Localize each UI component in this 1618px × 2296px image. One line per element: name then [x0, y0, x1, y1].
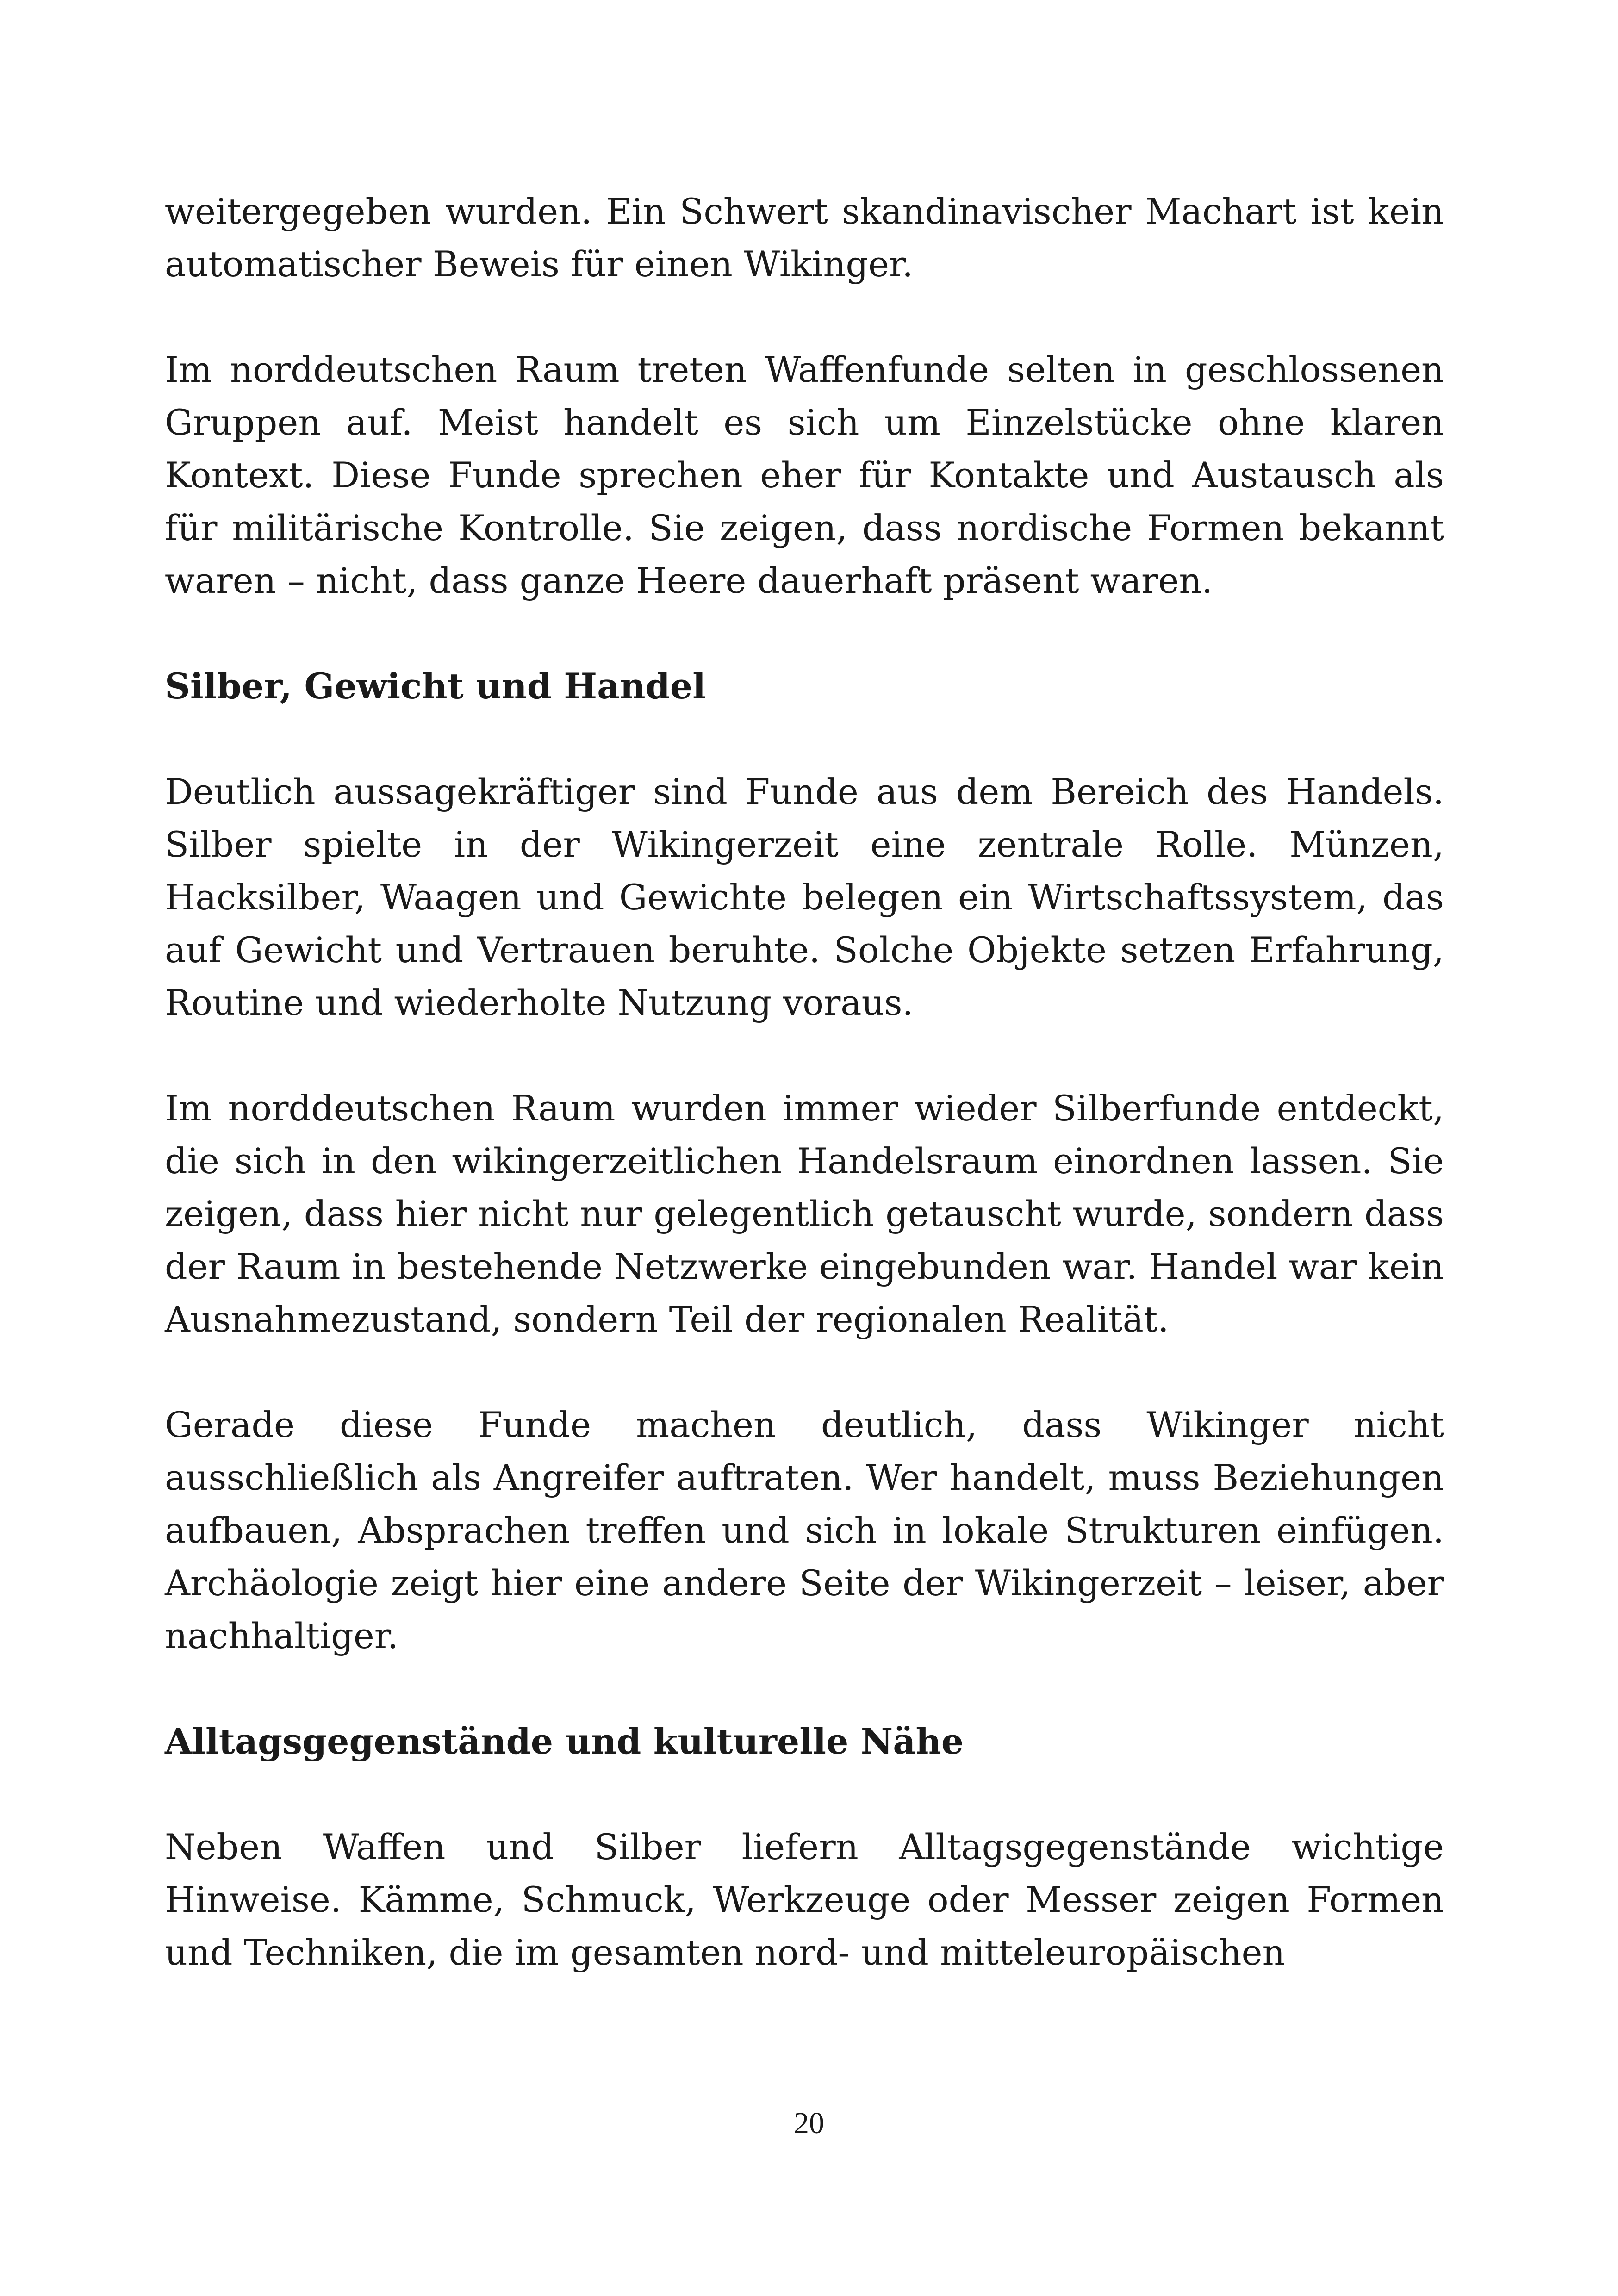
body-text: [165, 185, 1444, 2032]
paragraph: weitergegeben wurden. Ein Schwert skandinavischer Machart ist kein automatischer Beweis für einen Wikinger.: [165, 191, 1444, 285]
section-heading: Alltagsgegenstände und kulturelle Nähe: [165, 1721, 964, 1762]
paragraph: Deutlich aussagekräftiger sind Funde aus dem Bereich des Handels. Silber spielte in der Wikingerzeit eine zentrale Rolle. Münzen, Hacksilber, Waagen und Gewichte belegen ein Wirtschaftssystem, das auf Gewicht und Vertrauen beruhte. Solche Objekte setzen Erfahrung, Routine und wiederholte Nutzung voraus.: [165, 771, 1444, 1023]
section-heading: Silber, Gewicht und Handel: [165, 666, 706, 707]
paragraph: Gerade diese Funde machen deutlich, dass Wikinger nicht ausschließlich als Angreifer auftraten. Wer handelt, muss Beziehungen aufbauen, Absprachen treffen und sich in lokale Strukturen einfügen. Archäologie zeigt hier eine andere Seite der Wikingerzeit – leiser, aber nachhaltiger.: [165, 1404, 1444, 1656]
paragraph: Im norddeutschen Raum wurden immer wieder Silberfunde entdeckt, die sich in den wikingerzeitlichen Handelsraum einordnen lassen. Sie zeigen, dass hier nicht nur gelegentlich getauscht wurde, sondern dass der Raum in bestehende Netzwerke eingebunden war. Handel war kein Ausnahmezustand, sondern Teil der regionalen Realität.: [165, 1088, 1444, 1340]
paragraph: Neben Waffen und Silber liefern Alltagsgegenstände wichtige Hinweise. Kämme, Schmuck, Werkzeuge oder Messer zeigen Formen und Techniken, die im gesamten nord- und mitteleuropäischen: [165, 1826, 1444, 1973]
paragraph: Im norddeutschen Raum treten Waffenfunde selten in geschlossenen Gruppen auf. Meist handelt es sich um Einzelstücke ohne klaren Kontext. Diese Funde sprechen eher für Kontakte und Austausch als für militärische Kontrolle. Sie zeigen, dass nordische Formen bekannt waren – nicht, dass ganze Heere dauerhaft präsent waren.: [165, 349, 1444, 601]
page-number: 20: [794, 2106, 824, 2140]
